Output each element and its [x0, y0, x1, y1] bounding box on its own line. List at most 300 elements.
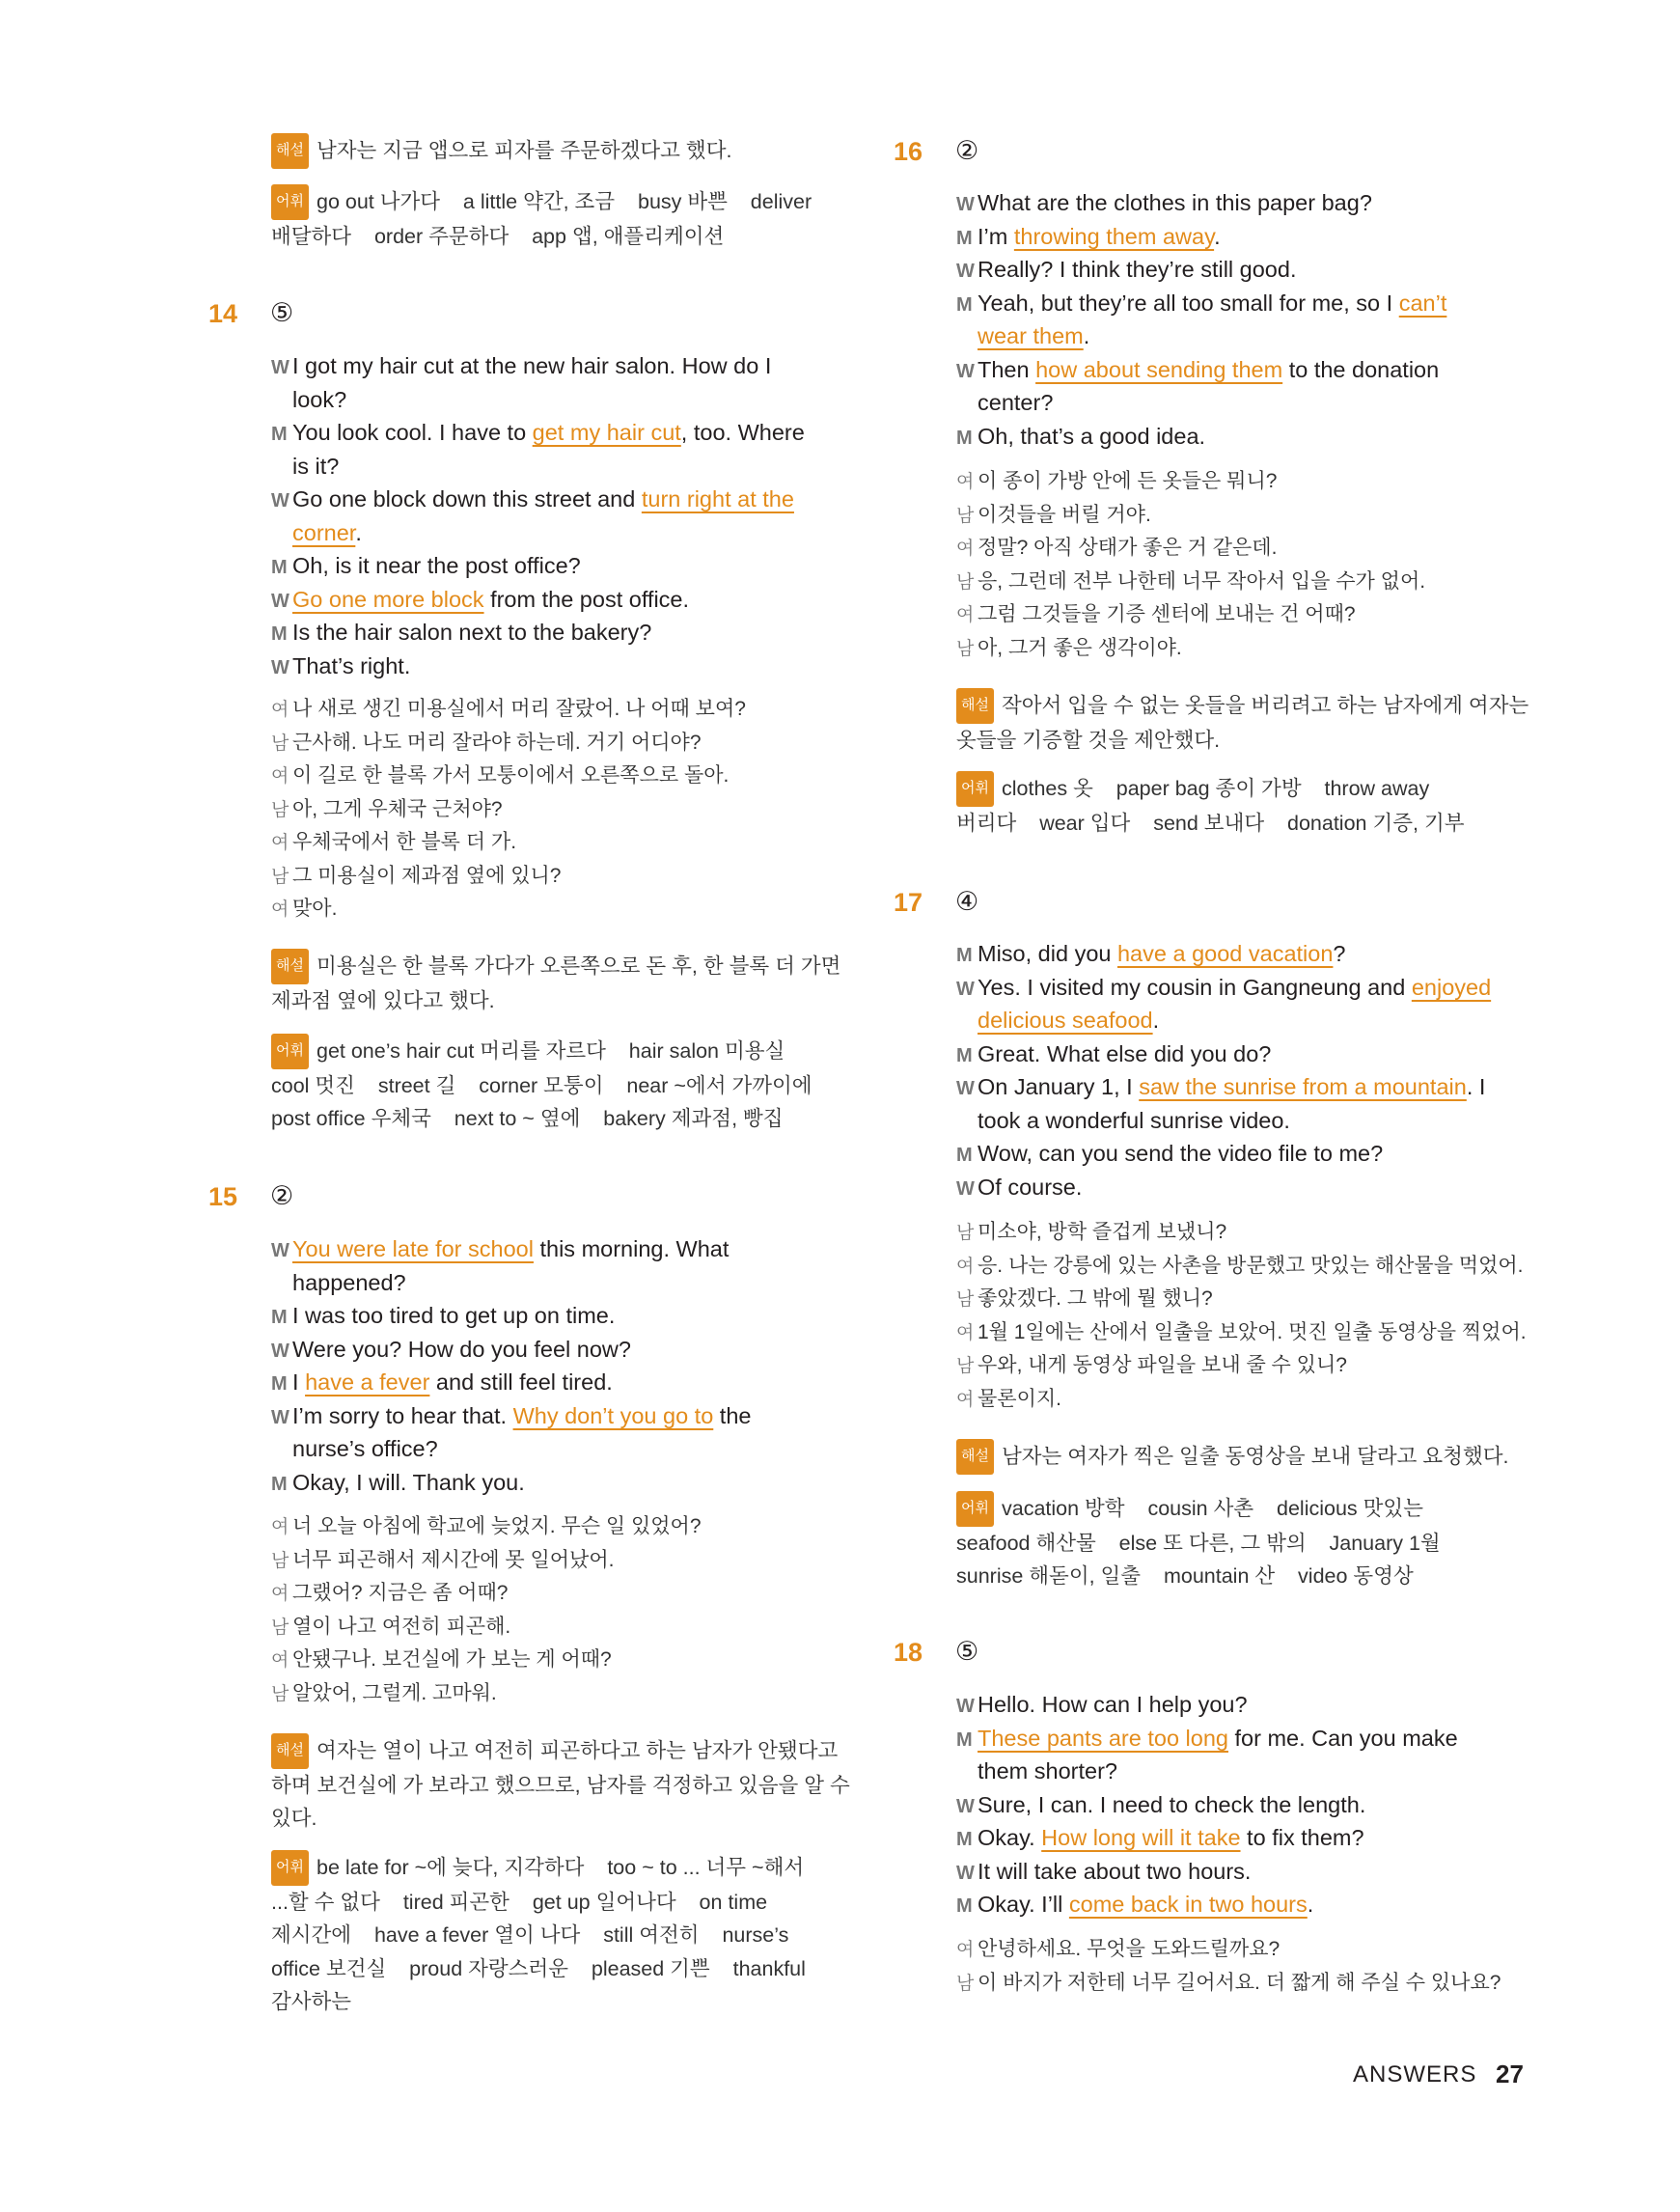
- translation-line: [956, 1250, 1524, 1285]
- answer-blank: Go one more block: [292, 586, 484, 612]
- line-pre: Is the hair salon next to the bakery?: [292, 620, 652, 645]
- line-pre: happened?: [292, 1269, 406, 1295]
- translation-text: 열이 나고 여전히 피곤해.: [292, 1615, 511, 1638]
- translation-line: [271, 893, 337, 927]
- speaker-label: 남: [271, 1550, 289, 1571]
- answer-blank: come back in two hours: [1068, 1892, 1308, 1917]
- line-post: .: [1152, 1008, 1160, 1033]
- vocab-line: seafood 해산물 else 또 다른, 그 밖의 January 1월: [956, 1531, 1441, 1555]
- line-text: [292, 1303, 615, 1328]
- line-text: [292, 587, 689, 612]
- explain-text: 제과점 옆에 있다고 했다.: [271, 988, 495, 1012]
- speaker-label: W: [956, 978, 975, 1000]
- line-text: [978, 975, 1491, 1000]
- speaker-label: 여: [956, 472, 975, 492]
- translation-line: [271, 1544, 614, 1579]
- dialogue-line: [956, 937, 1346, 973]
- dialogue-line: [956, 1888, 1313, 1923]
- q14-explanation: [271, 949, 840, 1017]
- answer-blank: have a fever: [305, 1369, 430, 1395]
- speaker-label: W: [956, 1078, 975, 1099]
- translation-text: 안녕하세요. 무엇을 도와드릴까요?: [978, 1938, 1281, 1960]
- translation-line: [956, 598, 1356, 633]
- dialogue-line: [271, 349, 771, 385]
- answer-blank: turn right at the: [641, 486, 794, 512]
- line-pre: I’m sorry to hear that.: [292, 1402, 513, 1428]
- translation-text: 아, 그거 좋은 생각이야.: [978, 636, 1182, 659]
- line-text: [292, 1470, 525, 1495]
- translation-line: [956, 1933, 1280, 1968]
- speaker-label: W: [956, 1696, 975, 1717]
- translation-line: [956, 465, 1277, 500]
- dialogue-line: [956, 1688, 1248, 1724]
- line-post: ?: [1333, 941, 1346, 966]
- answer-choice: ②: [270, 1181, 294, 1210]
- dialogue-line: [956, 186, 1372, 222]
- speaker-label: W: [271, 1340, 289, 1362]
- line-post: and still feel tired.: [429, 1369, 613, 1395]
- answer-blank: have a good vacation: [1116, 941, 1334, 966]
- speaker-label: M: [956, 427, 973, 449]
- page-number: 27: [1496, 2060, 1524, 2088]
- vocab-tag: 어휘: [271, 1850, 309, 1886]
- translation-text: 알았어, 그럴게. 고마워.: [292, 1681, 497, 1704]
- vocab-line: office 보건실 proud 자랑스러운 pleased 기쁜 thankful: [271, 1956, 806, 1980]
- explain-tag: 해설: [956, 1439, 994, 1475]
- speaker-label: 남: [271, 1617, 289, 1638]
- vocab-line: vacation 방학 cousin 사촌 delicious 맛있는: [1001, 1497, 1423, 1520]
- answer-blank: how about sending them: [1035, 356, 1283, 382]
- dialogue-line: [271, 549, 581, 585]
- line-post: this morning. What: [533, 1236, 730, 1261]
- translation-text: 우체국에서 한 블록 더 가.: [292, 831, 517, 853]
- dialogue-line: [956, 1070, 1485, 1106]
- answer-blank: corner: [292, 519, 356, 545]
- q17-explanation: [956, 1439, 1508, 1475]
- line-text: [978, 1041, 1271, 1066]
- line-pre: I was too tired to get up on time.: [292, 1303, 616, 1328]
- translation-text: 응, 그런데 전부 나한테 너무 작아서 입을 수가 없어.: [978, 569, 1426, 593]
- speaker-label: W: [271, 1406, 289, 1428]
- line-text: [978, 1825, 1364, 1850]
- question-number: 18: [894, 1638, 923, 1667]
- question-number: 15: [208, 1182, 238, 1211]
- answer-blank: You were late for school: [292, 1236, 534, 1261]
- dialogue-line: [271, 583, 689, 619]
- line-post: .: [355, 519, 362, 545]
- translation-line: [271, 760, 729, 794]
- translation-line: [956, 1383, 1061, 1418]
- speaker-label: 여: [956, 1389, 975, 1410]
- line-post: .: [1214, 223, 1221, 249]
- translation-text: 근사해. 나도 머리 잘라야 하는데. 거기 어디야?: [292, 731, 702, 754]
- line-post: from the post office.: [483, 586, 690, 612]
- translation-text: 그랬어? 지금은 좀 어때?: [292, 1582, 509, 1604]
- vocab-tag: 어휘: [271, 184, 309, 220]
- line-text: [292, 387, 346, 412]
- speaker-label: M: [956, 1044, 973, 1066]
- translation-text: 좋았겠다. 그 밖에 뭘 했니?: [978, 1287, 1213, 1310]
- speaker-label: 여: [956, 1322, 975, 1343]
- line-pre: Hello. How can I help you?: [978, 1692, 1248, 1717]
- speaker-label: M: [956, 1145, 973, 1166]
- line-text: [978, 424, 1205, 449]
- question-number: 16: [894, 137, 923, 166]
- line-text: [978, 290, 1446, 316]
- translation-line: [271, 1677, 497, 1712]
- answer-choice: ④: [955, 887, 979, 916]
- speaker-label: M: [956, 1895, 973, 1917]
- speaker-label: 여: [956, 1256, 975, 1277]
- answer-blank: wear them: [978, 323, 1084, 348]
- translation-line: [956, 566, 1425, 600]
- line-text: [978, 1792, 1365, 1817]
- translation-line: [271, 793, 503, 828]
- vocab-line: ...할 수 없다 tired 피곤한 get up 일어나다 on time: [271, 1890, 768, 1914]
- q13-explanation: [271, 133, 731, 169]
- footer-label: ANSWERS: [1353, 2061, 1477, 2088]
- translation-text: 이것들을 버릴 거야.: [978, 503, 1151, 526]
- speaker-label: M: [956, 1829, 973, 1850]
- line-text: [978, 357, 1439, 382]
- vocab-line: 감사하는: [271, 1990, 352, 2013]
- dialogue-line: [956, 1171, 1082, 1206]
- line-pre: Really? I think they’re still good.: [978, 257, 1297, 282]
- q15-vocab: [271, 1850, 806, 2019]
- q14-vocab: [271, 1034, 812, 1136]
- answer-blank: Why don’t you go to: [512, 1402, 714, 1428]
- line-pre: Were you? How do you feel now?: [292, 1336, 631, 1362]
- translation-line: [956, 1349, 1347, 1384]
- speaker-label: M: [271, 1473, 288, 1495]
- line-pre: Yes. I visited my cousin in Gangneung and: [978, 974, 1412, 1000]
- line-text: [978, 1758, 1117, 1783]
- explain-tag: 해설: [271, 1733, 309, 1769]
- answer-blank: enjoyed: [1411, 974, 1492, 1000]
- line-pre: I got my hair cut at the new hair salon. How do I: [292, 353, 772, 378]
- vocab-line: cool 멋진 street 길 corner 모퉁이 near ~에서 가까이에: [271, 1073, 812, 1097]
- line-pre: Yeah, but they’re all too small for me, so I: [978, 290, 1399, 316]
- line-pre: Oh, is it near the post office?: [292, 553, 581, 578]
- translation-line: [956, 532, 1277, 567]
- speaker-label: W: [956, 360, 975, 382]
- line-pre: center?: [978, 390, 1054, 415]
- dialogue-line: [271, 1299, 615, 1335]
- line-pre: Great. What else did you do?: [978, 1040, 1272, 1066]
- speaker-label: W: [271, 656, 289, 678]
- dialogue-line: [271, 650, 410, 685]
- speaker-label: W: [956, 1795, 975, 1817]
- explain-text: 작아서 입을 수 없는 옷들을 버리려고 하는 남자에게 여자는: [1001, 694, 1529, 717]
- dialogue-line: [956, 253, 1296, 289]
- line-text: [978, 941, 1346, 966]
- vocab-line: post office 우체국 next to ~ 옆에 bakery 제과점, 빵집: [271, 1107, 784, 1130]
- dialogue-line: [956, 1037, 1271, 1073]
- line-text: [292, 1403, 751, 1428]
- speaker-label: 여: [956, 1940, 975, 1960]
- line-text: [292, 1436, 438, 1461]
- speaker-label: W: [956, 1177, 975, 1200]
- line-text: [978, 1859, 1251, 1884]
- q16-explanation: [956, 688, 1529, 757]
- line-text: [292, 553, 581, 578]
- line-pre: Okay, I will. Thank you.: [292, 1469, 525, 1495]
- dialogue-line: [956, 1722, 1458, 1757]
- speaker-label: M: [956, 293, 973, 316]
- translation-line: [271, 1644, 612, 1678]
- translation-line: [956, 1216, 1226, 1251]
- speaker-label: 여: [271, 1650, 289, 1671]
- translation-text: 나 새로 생긴 미용실에서 머리 잘랐어. 나 어때 보여?: [292, 698, 746, 720]
- translation-text: 미소야, 방학 즐겁게 보냈니?: [978, 1221, 1227, 1243]
- vocab-line: sunrise 해돋이, 일출 mountain 산 video 동영상: [956, 1564, 1414, 1588]
- dialogue-line: [956, 1821, 1364, 1857]
- line-post: to the donation: [1282, 356, 1440, 382]
- line-text: [978, 190, 1372, 215]
- speaker-label: M: [956, 227, 973, 249]
- line-pre: Of course.: [978, 1174, 1083, 1200]
- dialogue-line: [956, 1788, 1365, 1824]
- line-text: [978, 224, 1221, 249]
- line-text: [292, 1236, 729, 1261]
- speaker-label: M: [956, 945, 973, 966]
- speaker-label: W: [956, 261, 975, 282]
- speaker-label: 여: [271, 833, 289, 853]
- line-pre: Okay.: [978, 1825, 1042, 1850]
- dialogue-line: [271, 1432, 438, 1466]
- dialogue-line: [271, 1266, 406, 1300]
- line-text: [292, 353, 771, 378]
- line-text: [978, 390, 1053, 415]
- speaker-label: 남: [956, 1973, 975, 1994]
- speaker-label: W: [271, 357, 289, 378]
- translation-text: 아, 그게 우체국 근처야?: [292, 797, 503, 820]
- line-text: [978, 1726, 1458, 1751]
- dialogue-line: [271, 1232, 729, 1268]
- translation-line: [271, 1611, 510, 1645]
- vocab-line: be late for ~에 늦다, 지각하다 too ~ to ... 너무 ~해서: [316, 1856, 805, 1879]
- translation-text: 응. 나는 강릉에 있는 사촌을 방문했고 맛있는 해산물을 먹었어.: [978, 1254, 1524, 1277]
- dialogue-line: [956, 319, 1089, 353]
- question-number: 17: [894, 888, 923, 917]
- line-pre: look?: [292, 386, 347, 412]
- answer-blank: saw the sunrise from a mountain: [1139, 1074, 1467, 1099]
- line-post: the: [713, 1402, 752, 1428]
- vocab-line: get one’s hair cut 머리를 자르다 hair salon 미용실: [316, 1039, 785, 1063]
- vocab-tag: 어휘: [271, 1034, 309, 1069]
- speaker-label: M: [271, 1307, 288, 1328]
- dialogue-line: [271, 1466, 525, 1502]
- line-text: [292, 454, 339, 479]
- line-pre: Okay. I’ll: [978, 1892, 1069, 1917]
- speaker-label: W: [271, 590, 289, 612]
- dialogue-line: [956, 1755, 1117, 1788]
- q17-vocab: [956, 1491, 1441, 1593]
- answer-choice: ⑤: [270, 298, 294, 327]
- speaker-label: 남: [271, 1683, 289, 1704]
- question-number: 14: [208, 299, 238, 328]
- translation-line: [271, 1577, 508, 1612]
- translation-line: [271, 860, 561, 895]
- explain-text: 남자는 여자가 찍은 일출 동영상을 보내 달라고 요청했다.: [1001, 1445, 1509, 1468]
- translation-line: [271, 826, 516, 861]
- dialogue-line: [271, 416, 805, 452]
- line-post: to fix them?: [1240, 1825, 1364, 1850]
- dialogue-line: [956, 1137, 1383, 1173]
- dialogue-line: [956, 1104, 1290, 1138]
- translation-text: 그럼 그것들을 기증 센터에 보내는 건 어때?: [978, 603, 1356, 625]
- speaker-label: 남: [956, 1356, 975, 1376]
- line-pre: Oh, that’s a good idea.: [978, 423, 1206, 449]
- line-post: , too. Where: [680, 420, 805, 445]
- explain-text: 미용실은 한 블록 가다가 오른쪽으로 돈 후, 한 블록 더 가면: [316, 954, 841, 978]
- speaker-label: 여: [271, 1584, 289, 1604]
- line-post: . I: [1466, 1074, 1486, 1099]
- vocab-line: 버리다 wear 입다 send 보내다 donation 기증, 기부: [956, 811, 1465, 835]
- translation-line: [956, 632, 1182, 667]
- line-text: [978, 1141, 1383, 1166]
- line-text: [292, 620, 651, 645]
- answer-choice: ⑤: [955, 1637, 979, 1666]
- dialogue-line: [271, 616, 651, 651]
- translation-text: 안됐구나. 보건실에 가 보는 게 어때?: [292, 1648, 612, 1671]
- speaker-label: M: [271, 424, 288, 445]
- translation-text: 그 미용실이 제과점 옆에 있니?: [292, 864, 562, 887]
- speaker-label: M: [271, 1373, 288, 1395]
- translation-text: 정말? 아직 상태가 좋은 거 같은데.: [978, 537, 1278, 559]
- speaker-label: M: [271, 557, 288, 578]
- line-pre: nurse’s office?: [292, 1436, 438, 1461]
- speaker-label: 남: [271, 866, 289, 887]
- translation-text: 우와, 내게 동영상 파일을 보내 줄 수 있니?: [978, 1354, 1347, 1376]
- translation-text: 이 길로 한 블록 가서 모퉁이에서 오른쪽으로 돌아.: [292, 764, 730, 787]
- dialogue-line: [956, 353, 1439, 389]
- explain-tag: 해설: [271, 949, 309, 984]
- speaker-label: W: [956, 1862, 975, 1884]
- line-post: .: [1083, 323, 1090, 348]
- explain-text: 옷들을 기증할 것을 제안했다.: [956, 728, 1221, 752]
- dialogue-line: [956, 220, 1221, 256]
- answer-blank: delicious seafood: [978, 1008, 1153, 1033]
- speaker-label: 남: [956, 638, 975, 659]
- line-pre: On January 1, I: [978, 1074, 1140, 1099]
- line-text: [292, 1369, 613, 1395]
- line-pre: took a wonderful sunrise video.: [978, 1107, 1290, 1133]
- translation-text: 물론이지.: [978, 1387, 1061, 1410]
- vocab-line: go out 나가다 a little 약간, 조금 busy 바쁜 deliver: [316, 190, 812, 213]
- dialogue-line: [271, 383, 346, 417]
- dialogue-line: [271, 450, 339, 484]
- speaker-label: 여: [271, 899, 289, 920]
- translation-line: [956, 1283, 1213, 1317]
- dialogue-line: [956, 420, 1205, 456]
- vocab-line: 배달하다 order 주문하다 app 앱, 애플리케이션: [271, 224, 725, 248]
- translation-line: [271, 1510, 702, 1545]
- line-text: [978, 1108, 1290, 1133]
- line-text: [978, 1892, 1313, 1917]
- line-pre: That’s right.: [292, 652, 411, 678]
- translation-text: 이 바지가 저한테 너무 길어서요. 더 짧게 해 주실 수 있나요?: [978, 1971, 1501, 1994]
- dialogue-line: [271, 483, 794, 518]
- line-text: [978, 257, 1296, 282]
- speaker-label: 여: [956, 539, 975, 559]
- speaker-label: 여: [271, 700, 289, 720]
- line-text: [292, 486, 794, 512]
- translation-line: [956, 499, 1151, 534]
- speaker-label: M: [271, 623, 288, 645]
- dialogue-line: [956, 386, 1053, 420]
- line-pre: It will take about two hours.: [978, 1858, 1252, 1884]
- speaker-label: 여: [271, 766, 289, 787]
- speaker-label: 남: [956, 571, 975, 593]
- line-pre: Sure, I can. I need to check the length.: [978, 1791, 1366, 1817]
- translation-text: 이 종이 가방 안에 든 옷들은 뭐니?: [978, 470, 1278, 492]
- speaker-label: 여: [271, 1517, 289, 1537]
- translation-line: [271, 693, 746, 728]
- vocab-tag: 어휘: [956, 771, 994, 807]
- answer-blank: How long will it take: [1041, 1825, 1241, 1850]
- speaker-label: M: [956, 1728, 973, 1751]
- line-pre: What are the clothes in this paper bag?: [978, 190, 1372, 215]
- dialogue-line: [956, 1004, 1159, 1037]
- line-text: [978, 1692, 1248, 1717]
- line-text: [292, 520, 362, 545]
- answer-blank: throwing them away: [1013, 223, 1215, 249]
- q16-vocab: [956, 771, 1465, 840]
- line-text: [978, 1008, 1159, 1033]
- speaker-label: W: [271, 490, 289, 512]
- line-pre: You look cool. I have to: [292, 420, 533, 445]
- answer-blank: can’t: [1398, 290, 1447, 316]
- answer-blank: These pants are too long: [978, 1725, 1228, 1751]
- q13-vocab: [271, 184, 812, 253]
- line-text: [978, 1175, 1082, 1200]
- speaker-label: 남: [956, 505, 975, 526]
- explain-text: 있다.: [271, 1807, 317, 1830]
- answer-blank: get my hair cut: [532, 420, 681, 445]
- answer-choice: ②: [955, 136, 979, 165]
- line-text: [978, 323, 1089, 348]
- translation-line: [271, 727, 702, 761]
- speaker-label: W: [956, 194, 975, 215]
- line-pre: I: [292, 1369, 306, 1395]
- dialogue-line: [271, 1366, 613, 1401]
- line-text: [978, 1074, 1485, 1099]
- translation-text: 1월 1일에는 산에서 일출을 보았어. 멋진 일출 동영상을 찍었어.: [978, 1320, 1527, 1343]
- translation-text: 너무 피곤해서 제시간에 못 일어났어.: [292, 1548, 615, 1571]
- line-pre: is it?: [292, 453, 340, 479]
- line-post: .: [1307, 1892, 1314, 1917]
- line-pre: I’m: [978, 223, 1014, 249]
- explain-tag: 해설: [956, 688, 994, 724]
- explain-tag: 해설: [271, 133, 309, 169]
- translation-text: 너 오늘 아침에 학교에 늦었지. 무슨 일 있었어?: [292, 1515, 702, 1537]
- speaker-label: 남: [271, 733, 289, 754]
- explain-text: 하며 보건실에 가 보라고 했으므로, 남자를 걱정하고 있음을 알 수: [271, 1773, 850, 1797]
- line-pre: Wow, can you send the video file to me?: [978, 1141, 1384, 1166]
- q15-explanation: [271, 1733, 850, 1836]
- dialogue-line: [271, 1333, 631, 1369]
- line-text: [292, 1270, 406, 1295]
- line-pre: Go one block down this street and: [292, 486, 642, 512]
- speaker-label: 여: [956, 605, 975, 625]
- dialogue-line: [956, 1855, 1251, 1891]
- dialogue-line: [271, 516, 362, 550]
- line-pre: them shorter?: [978, 1758, 1117, 1783]
- vocab-line: clothes 옷 paper bag 종이 가방 throw away: [1001, 777, 1430, 800]
- line-text: [292, 420, 805, 445]
- line-post: for me. Can you make: [1227, 1725, 1458, 1751]
